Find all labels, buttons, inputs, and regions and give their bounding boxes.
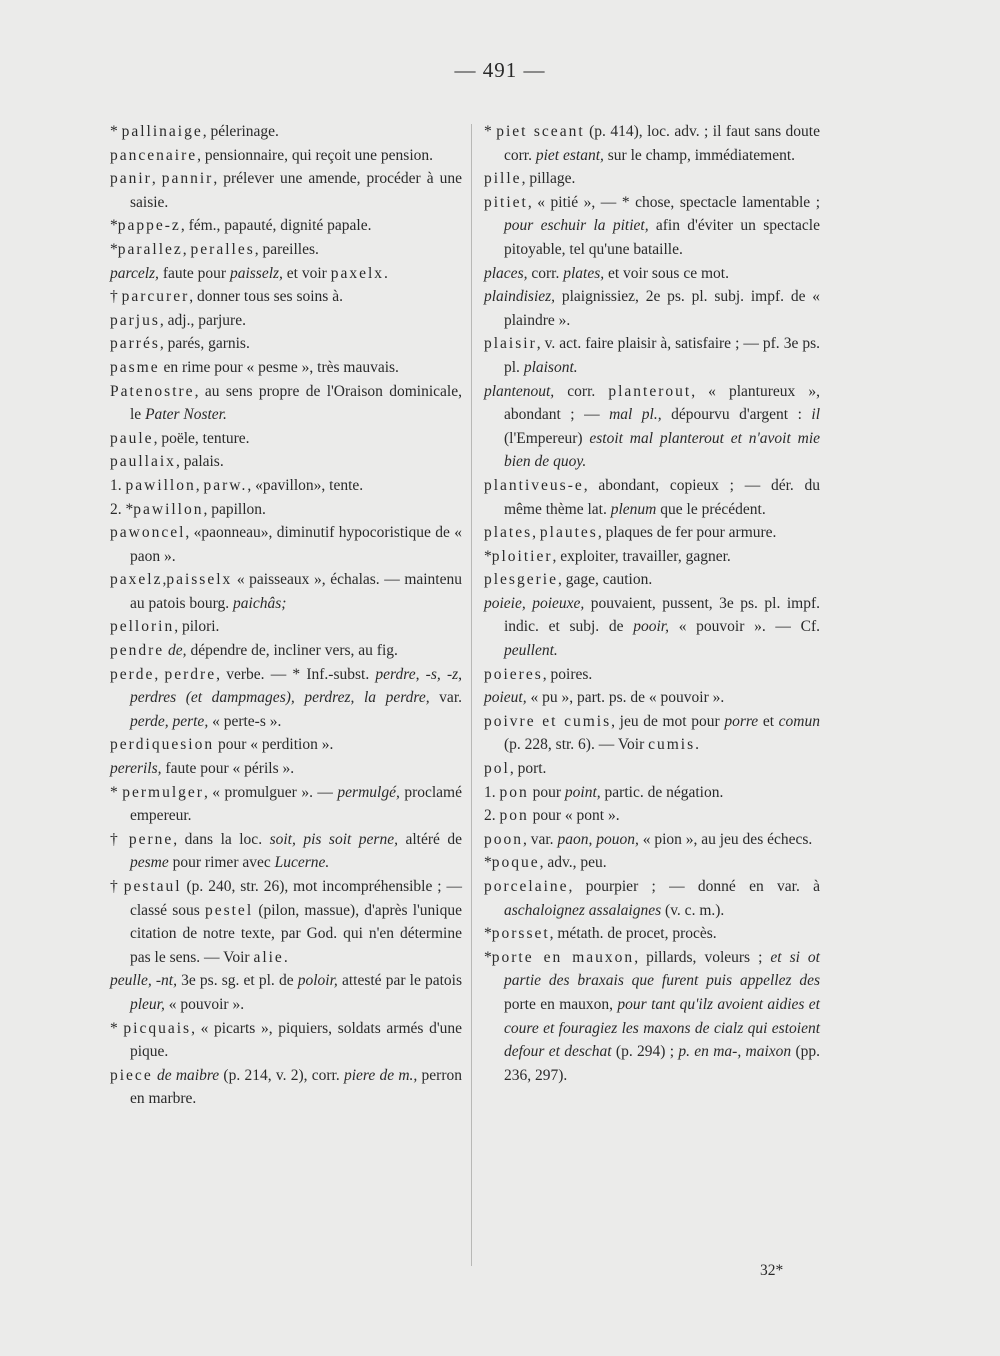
entry-text: , fém., papauté, dignité papale.: [180, 217, 372, 235]
entry-italic-text: pleur,: [130, 995, 165, 1013]
entry-text: que le précédent.: [656, 500, 766, 518]
entry-italic-text: perdre, -s, -z, perdres (et dampmages), perdrez, la perdre,: [130, 665, 463, 707]
printer-signature: 32*: [760, 1262, 784, 1279]
entry-italic-text: peulle, -nt,: [110, 972, 177, 990]
entry-headword: plesgerie: [484, 571, 558, 589]
entry-text: .: [384, 264, 388, 282]
entry-text: dépourvu d'argent :: [661, 406, 812, 424]
dictionary-entry: [484, 262, 820, 286]
entry-text: , var.: [523, 830, 558, 848]
entry-italic-text: poloir,: [297, 972, 338, 990]
entry-text: 1.: [484, 783, 500, 801]
entry-text: (p. 294) ;: [611, 1043, 679, 1061]
entry-text: , pensionnaire, qui reçoit une pension.: [197, 146, 434, 164]
entry-text: pouvaient, pussent, 3e ps. pl. impf. indic. et subj. de: [504, 594, 820, 636]
entry-text: 2.: [484, 807, 500, 825]
entry-text: *: [110, 1019, 124, 1037]
entry-text: .: [283, 948, 288, 966]
entry-italic-text: il: [811, 406, 821, 424]
left-column: [110, 120, 462, 1111]
entry-text: ,: [162, 571, 167, 589]
page-number: — 491 —: [454, 58, 546, 82]
column-divider: [471, 124, 472, 1266]
entry-headword: pappe-z: [117, 217, 181, 235]
entry-headword: perdre: [164, 665, 217, 683]
entry-text: , palais.: [175, 453, 224, 471]
dictionary-entry: [484, 191, 820, 262]
entry-headword: pon: [499, 783, 529, 801]
dictionary-entry: [484, 663, 820, 687]
dictionary-entry: [110, 474, 462, 498]
entry-italic-text: pesme: [130, 854, 169, 872]
entry-headword: pawillon: [133, 500, 204, 518]
dictionary-entry: [484, 710, 820, 757]
entry-headword: plautes: [539, 524, 598, 542]
entry-headword: poivre et cumis: [484, 712, 612, 730]
entry-text: (v. c. m.).: [661, 901, 725, 919]
entry-text: , jeu de mot pour: [611, 712, 725, 730]
entry-italic-text: plantenout,: [484, 382, 555, 400]
dictionary-entry: [110, 380, 462, 427]
entry-text: , « plantureux », abondant ; —: [504, 382, 820, 424]
entry-text: *: [110, 240, 118, 258]
dictionary-entry: [110, 521, 462, 568]
entry-text: et: [758, 712, 779, 730]
entry-italic-text: Lucerne.: [274, 854, 330, 872]
entry-text: , gage, caution.: [557, 571, 653, 589]
entry-italic-text: paisselz,: [229, 264, 283, 282]
entry-italic-text: paichâs;: [233, 594, 287, 612]
dictionary-entry: [110, 332, 462, 356]
entry-text: et voir sous ce mot.: [604, 264, 729, 282]
dictionary-entry: [110, 120, 462, 144]
entry-text: †: [110, 288, 122, 306]
entry-headword: parallez: [117, 240, 183, 258]
entry-headword: pon: [499, 807, 529, 825]
entry-text: *: [484, 123, 497, 140]
entry-text: ,: [182, 240, 191, 258]
entry-italic-text: peullent.: [504, 642, 558, 660]
right-column: [484, 120, 820, 1087]
entry-italic-text: et si ot partie des braxais que furent puis appellez des: [504, 948, 820, 990]
entry-headword: pawillon: [125, 476, 196, 494]
entry-headword: pannir: [161, 170, 214, 188]
entry-text: sur le champ, immédiatement.: [603, 146, 795, 164]
entry-text: « paisseaux », échalas. — maintenu au patois bourg.: [130, 571, 462, 612]
entry-headword: parcurer: [121, 288, 190, 306]
entry-headword: porsset: [491, 925, 550, 943]
dictionary-entry: [484, 804, 820, 828]
entry-italic-text: plaisont.: [523, 358, 578, 376]
entry-headword: pestaul: [123, 878, 182, 895]
entry-italic-text: mal pl.,: [609, 406, 662, 424]
dictionary-entry: [110, 309, 462, 333]
entry-headword: porte en mauxon: [491, 948, 635, 966]
entry-text: « pouvoir ». — Cf.: [668, 618, 820, 636]
entry-text: ,: [532, 524, 540, 542]
dictionary-entry: [110, 875, 462, 969]
entry-text: *: [484, 854, 492, 872]
entry-headword: piece: [110, 1066, 153, 1084]
entry-italic-text: parcelz,: [110, 264, 159, 282]
entry-italic-text: places,: [484, 264, 528, 282]
dictionary-entry: [110, 733, 462, 757]
dictionary-entry: [110, 969, 462, 1016]
entry-italic-text: plenum: [610, 500, 657, 518]
entry-headword: pestel: [204, 901, 254, 919]
entry-text: , « picarts », piquiers, soldats armés d'une pique.: [130, 1019, 462, 1061]
dictionary-entry: [110, 427, 462, 451]
dictionary-entry: [110, 639, 462, 663]
entry-headword: parw.: [203, 476, 248, 494]
entry-text: var.: [429, 689, 462, 707]
dictionary-entry: [110, 757, 462, 781]
dictionary-entry: [110, 214, 462, 238]
entry-headword: cumis: [648, 736, 696, 754]
entry-headword: planterout: [608, 382, 692, 400]
dictionary-entry: [484, 120, 820, 167]
entry-text: ,: [154, 665, 165, 683]
entry-text: plaignissiez, 2e ps. pl. subj. impf. de « plaindre ».: [504, 288, 820, 329]
entry-text: , exploiter, travailler, gagner.: [552, 547, 731, 565]
entry-text: †: [110, 830, 129, 848]
dictionary-entry: [484, 757, 820, 781]
entry-text: afin d'éviter un spectacle pitoyable, tel qu'une bataille.: [504, 217, 820, 258]
entry-headword: paule: [110, 429, 154, 447]
entry-text: « perte-s ».: [208, 712, 282, 730]
entry-italic-text: piere de m.,: [343, 1066, 418, 1084]
entry-headword: panir: [110, 170, 152, 188]
entry-headword: parjus: [110, 311, 160, 329]
entry-text: , abondant, copieux ; — dér. du même thème lat.: [504, 476, 820, 518]
entry-text: porte en mauxon,: [504, 995, 618, 1013]
dictionary-entry: [110, 1017, 462, 1064]
dictionary-entry: [484, 946, 820, 1088]
entry-headword: pellorin: [110, 618, 175, 636]
entry-text: , pilori.: [174, 618, 220, 636]
entry-text: pour: [528, 783, 565, 801]
dictionary-entry: [484, 285, 820, 332]
entry-headword: plaisir: [484, 335, 537, 353]
dictionary-entry: [484, 568, 820, 592]
entry-headword: pawoncel: [110, 524, 186, 542]
entry-text: pour rimer avec: [168, 854, 275, 872]
dictionary-entry: [484, 875, 820, 922]
entry-headword: alie: [253, 948, 284, 966]
entry-text: partic. de négation.: [600, 783, 724, 801]
entry-text: « pouvoir ».: [164, 995, 245, 1013]
entry-italic-text: pour tant qu'ilz avoient aidies et coure et fouragiez les maxons de cialz qui estoient defour et deschat: [504, 995, 820, 1061]
entry-italic-text: comun: [778, 712, 820, 730]
entry-text: 2. *: [110, 500, 134, 518]
entry-text: , métath. de procet, procès.: [549, 925, 717, 943]
entry-text: proclamé empereur.: [130, 783, 462, 825]
entry-headword: pendre: [110, 642, 165, 660]
entry-text: altéré de: [397, 830, 463, 848]
entry-text: , « promulguer ». —: [203, 783, 338, 801]
entry-italic-text: paon, pouon,: [557, 830, 639, 848]
dictionary-entry: [110, 828, 462, 875]
entry-italic-text: soit, pis soit perne,: [269, 830, 398, 848]
dictionary-entry: [110, 663, 462, 734]
entry-italic-text: aschaloignez assalaignes: [504, 901, 662, 919]
dictionary-entry: [110, 285, 462, 309]
entry-headword: Patenostre: [110, 382, 195, 400]
dictionary-entry: [484, 828, 820, 852]
dictionary-entry: [484, 851, 820, 875]
dictionary-entry: [110, 144, 462, 168]
entry-headword: plantiveus-e: [484, 476, 584, 494]
entry-text: , pillards, voleurs ;: [634, 948, 771, 966]
entry-text: (l'Empereur): [504, 429, 590, 447]
entry-headword: piet sceant: [496, 123, 585, 140]
entry-italic-text: point,: [564, 783, 601, 801]
entry-italic-text: Pater Noster.: [145, 406, 227, 424]
dictionary-entry: [110, 356, 462, 380]
entry-text: *: [110, 217, 118, 235]
dictionary-entry: [484, 592, 820, 663]
entry-text: (p. 228, str. 6). — Voir: [504, 736, 649, 754]
entry-headword: peralles: [190, 240, 255, 258]
entry-headword: perde: [110, 665, 155, 683]
entry-text: , parés, garnis.: [159, 335, 250, 353]
entry-text: , pourpier ; — donné en var. à: [568, 878, 820, 895]
dictionary-entry: [110, 167, 462, 214]
entry-italic-text: poieie, poieuxe,: [484, 594, 585, 612]
dictionary-entry: [110, 781, 462, 828]
entry-text: †: [110, 878, 124, 895]
entry-text: *: [484, 547, 492, 565]
entry-headword: pitiet: [484, 193, 528, 211]
entry-text: (p. 214, v. 2), corr.: [219, 1066, 344, 1084]
entry-text: , adj., parjure.: [159, 311, 246, 329]
entry-text: , «pavillon», tente.: [247, 476, 364, 494]
entry-text: , verbe. — * Inf.-subst.: [216, 665, 376, 683]
entry-text: 1.: [110, 476, 126, 494]
entry-text: faute pour: [158, 264, 230, 282]
entry-italic-text: estoit mal planterout et n'avoit mie bien de quoy.: [504, 429, 821, 471]
entry-text: , v. act. faire plaisir à, satisfaire ; — pf. 3e ps. pl.: [504, 335, 820, 376]
dictionary-entry: [110, 238, 462, 262]
entry-text: dépendre de, incliner vers, au fig.: [186, 642, 398, 660]
entry-headword: poieres: [484, 665, 543, 683]
entry-text: attesté par le patois: [337, 972, 463, 990]
entry-italic-text: de maibre: [156, 1066, 220, 1084]
dictionary-entry: [484, 781, 820, 805]
entry-text: faute pour « périls ».: [161, 760, 295, 778]
entry-italic-text: plates,: [563, 264, 605, 282]
entry-text: , papillon.: [203, 500, 266, 518]
dictionary-entry: [110, 568, 462, 615]
entry-italic-text: perde, perte,: [130, 712, 209, 730]
entry-headword: permulger: [122, 783, 204, 801]
entry-text: pour « pont ».: [528, 807, 620, 825]
entry-headword: porcelaine: [484, 878, 569, 895]
entry-text: *: [110, 783, 123, 801]
entry-text: , adv., peu.: [539, 854, 607, 872]
entry-headword: pol: [484, 760, 510, 778]
entry-text: en rime pour « pesme », très mauvais.: [159, 358, 399, 376]
entry-text: (p. 240, str. 26), mot incompréhensible ; — classé sous: [130, 878, 462, 919]
entry-text: et voir: [282, 264, 331, 282]
entry-text: , plaques de fer pour armure.: [597, 524, 777, 542]
dictionary-entry: [110, 498, 462, 522]
entry-text: « pion », au jeu des échecs.: [638, 830, 813, 848]
dictionary-entry: [484, 521, 820, 545]
entry-text: (pilon, massue), d'après l'unique citation de notre texte, par God. qui n'en détermine pas le sens. — Voir: [130, 901, 462, 966]
entry-text: , pélerinage.: [202, 123, 279, 140]
entry-text: , au sens propre de l'Oraison dominicale, le: [130, 382, 462, 424]
entry-text: , pareilles.: [254, 240, 319, 258]
entry-text: , poires.: [542, 665, 593, 683]
entry-text: corr.: [527, 264, 564, 282]
entry-headword: poon: [484, 830, 523, 848]
entry-text: , pillage.: [521, 170, 576, 188]
entry-text: perron en marbre.: [130, 1066, 462, 1108]
entry-headword: ploitier: [491, 547, 553, 565]
entry-text: , port.: [509, 760, 547, 778]
entry-headword: pille: [484, 170, 522, 188]
entry-italic-text: piet estant,: [535, 146, 604, 164]
entry-italic-text: porre: [724, 712, 759, 730]
entry-italic-text: poieut,: [484, 689, 527, 707]
entry-text: , « pitié », — * chose, spectacle lamentable ;: [527, 193, 820, 211]
dictionary-entry: [110, 450, 462, 474]
entry-text: *: [484, 948, 492, 966]
entry-text: , «paonneau», diminutif hypocoristique de « paon ».: [130, 524, 462, 565]
entry-text: , dans la loc.: [173, 830, 270, 848]
entry-text: *: [484, 925, 492, 943]
entry-italic-text: pererils,: [110, 760, 162, 778]
dictionary-entry: [484, 474, 820, 521]
entry-italic-text: de,: [168, 642, 187, 660]
dictionary-entry: [110, 262, 462, 286]
entry-text: ,: [151, 170, 162, 188]
entry-headword: pasme: [110, 358, 160, 376]
entry-text: , donner tous ses soins à.: [189, 288, 343, 306]
entry-text: *: [110, 123, 122, 140]
entry-headword: paxelx: [330, 264, 385, 282]
entry-text: (p. 414), loc. adv. ; il faut sans doute corr.: [504, 123, 820, 164]
entry-italic-text: permulgé,: [337, 783, 400, 801]
entry-headword: perdiquesion: [110, 736, 215, 754]
entry-italic-text: p. en ma-, maixon: [678, 1043, 792, 1061]
entry-text: .: [695, 736, 700, 754]
entry-text: (pp. 236, 297).: [504, 1043, 820, 1084]
entry-headword: paisselx: [166, 571, 233, 589]
entry-italic-text: pooir,: [633, 618, 669, 636]
entry-text: « pu », part. ps. de « pouvoir ».: [526, 689, 725, 707]
entry-text: , poële, tenture.: [153, 429, 250, 447]
entry-headword: parrés: [110, 335, 160, 353]
entry-text: , prélever une amende, procéder à une saisie.: [130, 170, 462, 211]
entry-headword: picquais: [123, 1019, 192, 1037]
entry-italic-text: pour eschuir la pitiet,: [504, 217, 649, 235]
entry-text: corr.: [554, 382, 609, 400]
entry-italic-text: plaindisiez,: [484, 288, 556, 306]
dictionary-entry: [484, 332, 820, 379]
dictionary-entry: [484, 686, 820, 710]
dictionary-entry: [110, 1064, 462, 1111]
entry-text: pour « perdition ».: [214, 736, 334, 754]
entry-headword: paxelz: [110, 571, 163, 589]
dictionary-entry: [484, 380, 820, 474]
entry-headword: paullaix: [110, 453, 176, 471]
dictionary-entry: [110, 615, 462, 639]
entry-headword: perne: [128, 830, 174, 848]
entry-headword: pallinaige: [121, 123, 203, 140]
entry-headword: poque: [491, 854, 540, 872]
dictionary-entry: [484, 167, 820, 191]
entry-text: ,: [195, 476, 204, 494]
dictionary-entry: [484, 545, 820, 569]
entry-headword: plates: [484, 524, 533, 542]
dictionary-entry: [484, 922, 820, 946]
entry-text: 3e ps. sg. et pl. de: [177, 972, 298, 990]
entry-headword: pancenaire: [110, 146, 198, 164]
